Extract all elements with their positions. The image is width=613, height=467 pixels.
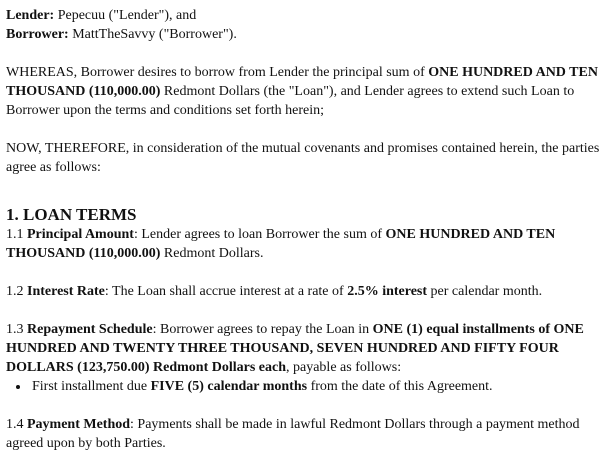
- list-item: [30, 377, 607, 396]
- clause-rate: 2.5% interest: [347, 284, 428, 299]
- spacer: [6, 120, 607, 139]
- lender-label: Lender:: [6, 8, 55, 23]
- clause-number: 1.4: [6, 417, 27, 432]
- borrower-line: [6, 25, 607, 44]
- list-item-term: FIVE (5) calendar months: [150, 379, 308, 394]
- clause-amount: ONE HUNDRED AND TEN THOUSAND (110,000.00): [6, 227, 556, 261]
- clause-number: 1.2: [6, 284, 27, 299]
- clause-1-4: [6, 415, 607, 453]
- borrower-text: MattTheSavvy ("Borrower").: [68, 27, 237, 42]
- list-item-text-end: from the date of this Agreement.: [307, 379, 493, 394]
- spacer: [6, 396, 607, 415]
- clause-label: Principal Amount: [27, 227, 134, 242]
- spacer: [6, 263, 607, 282]
- clause-1-3: [6, 320, 607, 377]
- clause-text-end: Redmont Dollars.: [160, 246, 264, 261]
- section-heading-loan-terms: 1. LOAN TERMS: [6, 205, 137, 224]
- whereas-text-end: Redmont Dollars (the "Loan"), and Lender agrees to extend such Loan to Borrower upon the terms and conditions set forth herein;: [6, 84, 575, 118]
- clause-label: Payment Method: [27, 417, 131, 432]
- spacer: [6, 44, 607, 63]
- whereas-paragraph: [6, 63, 607, 120]
- spacer: [6, 301, 607, 320]
- spacer: [6, 177, 607, 196]
- clause-text-end: , payable as follows:: [286, 360, 402, 375]
- clause-text: : Borrower agrees to repay the Loan in: [152, 322, 373, 337]
- clause-text: : The Loan shall accrue interest at a rate of: [104, 284, 348, 299]
- borrower-label: Borrower:: [6, 27, 69, 42]
- clause-1-1: [6, 225, 607, 263]
- whereas-amount: ONE HUNDRED AND TEN THOUSAND (110,000.00): [6, 65, 598, 99]
- clause-number: 1.3: [6, 322, 27, 337]
- lender-text: Pepecuu ("Lender"), and: [54, 8, 197, 23]
- clause-label: Repayment Schedule: [27, 322, 153, 337]
- list-item-text: First installment due: [32, 379, 151, 394]
- clause-label: Interest Rate: [27, 284, 105, 299]
- lender-line: [6, 6, 607, 25]
- therefore-paragraph: NOW, THEREFORE, in consideration of the mutual covenants and promises contained herein, the parties agree as follows:: [6, 141, 600, 175]
- clause-number: 1.1: [6, 227, 27, 242]
- clause-1-2: [6, 282, 607, 301]
- clause-text-end: per calendar month.: [427, 284, 543, 299]
- whereas-text: WHEREAS, Borrower desires to borrow from Lender the principal sum of: [6, 65, 429, 80]
- installment-list: [6, 377, 607, 396]
- clause-text: : Payments shall be made in lawful Redmont Dollars through a payment method agreed upon by both Parties.: [6, 417, 580, 451]
- clause-text: : Lender agrees to loan Borrower the sum of: [133, 227, 386, 242]
- clause-installments: ONE (1) equal installments of ONE HUNDRED AND TWENTY THREE THOUSAND, SEVEN HUNDRED AND FIFTY FOUR DOLLARS (123,750.00) Redmont Dollars each: [6, 322, 584, 375]
